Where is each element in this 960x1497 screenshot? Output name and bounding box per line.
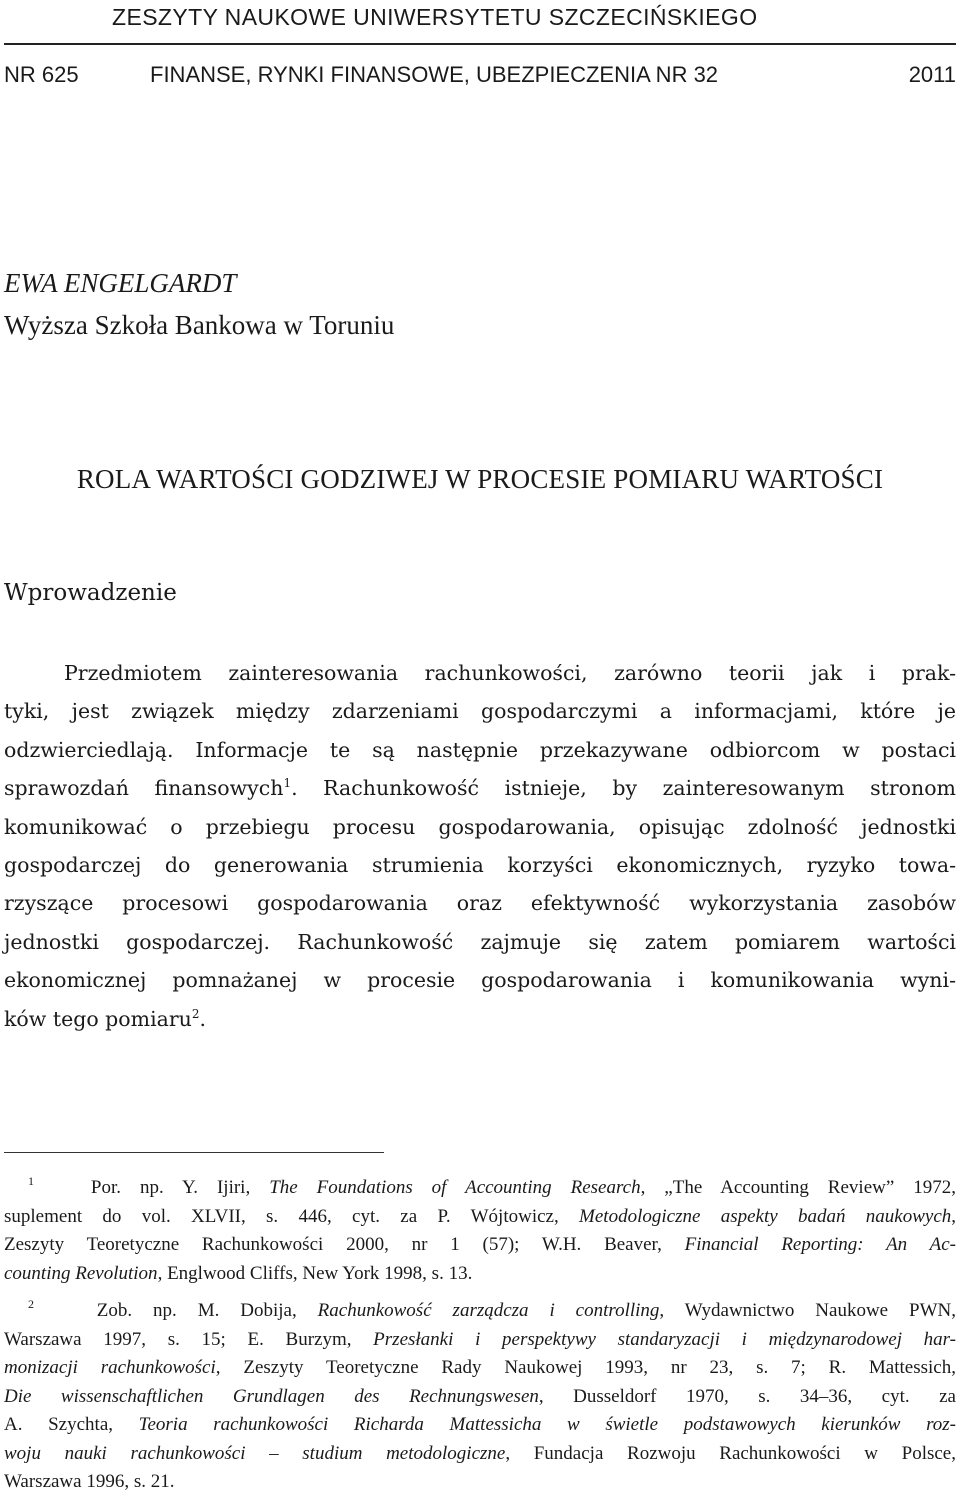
footnote-1	[4, 1174, 956, 1288]
footnote-text: ,	[951, 1205, 956, 1227]
body-text: sprawozdań finansowych	[4, 776, 284, 801]
section-heading: Wprowadzenie	[4, 580, 177, 606]
footnote-title: Metodologiczne aspekty badań naukowych	[579, 1205, 952, 1227]
body-line: jednostki gospodarczej. Rachunkowość zajmuje się zatem pomiarem wartości	[4, 929, 956, 954]
footnote-title: Przesłanki i perspektywy standaryzacji i międzynarodowej har-	[373, 1328, 957, 1350]
footnote-line	[4, 1297, 956, 1326]
footnote-line	[4, 1203, 956, 1232]
footnote-title: The Foundations of Accounting Research	[269, 1177, 641, 1198]
body-line: komunikować o przebiegu procesu gospodarowania, opisując zdolność jednostki	[4, 814, 956, 839]
footnote-text: Por. np. Y. Ijiri,	[90, 1177, 270, 1198]
body-line	[4, 1000, 956, 1038]
footnote-line	[4, 1326, 956, 1355]
footnote-line	[4, 1468, 956, 1497]
footnote-text: Warszawa 1996, s. 21.	[4, 1471, 175, 1492]
body-line: Przedmiotem zainteresowania rachunkowości, zarówno teorii jak i prak-	[64, 661, 956, 685]
footnote-rule	[4, 1152, 384, 1153]
body-text: .	[199, 1006, 207, 1031]
footnote-ref-1[interactable]: 1	[283, 776, 292, 791]
footnote-line	[4, 1411, 956, 1440]
footnote-text: , Fundacja Rozwoju Rachunkowości w Polsce,	[505, 1442, 956, 1464]
footnote-number: 1	[28, 1174, 34, 1188]
footnote-text: , „The Accounting Review” 1972,	[640, 1177, 956, 1198]
footnote-title: Financial Reporting: An Ac-	[684, 1234, 956, 1255]
issue-year: 2011	[908, 62, 956, 87]
body-line: rzyszące procesowi gospodarowania oraz efektywność wykorzystania zasobów	[4, 891, 956, 916]
footnote-number: 2	[28, 1297, 34, 1311]
footnote-text: Zob. np. M. Dobija,	[96, 1300, 318, 1321]
footnote-title: counting Revolution	[4, 1262, 158, 1284]
footnote-ref-2[interactable]: 2	[191, 1006, 200, 1021]
footnote-line	[4, 1174, 956, 1203]
footnote-text: A. Szychta,	[4, 1414, 139, 1435]
body-line: ekonomicznej pomnażanej w procesie gospodarowania i komunikowania wyni-	[4, 968, 956, 993]
footnote-text: , Dusseldorf 1970, s. 34–36, cyt. za	[538, 1385, 956, 1407]
header-rule	[4, 43, 956, 45]
body-text: . Rachunkowość istnieje, by zainteresowanym stronom	[291, 776, 956, 801]
footnote-text: Warszawa 1997, s. 15; E. Burzym,	[4, 1328, 374, 1350]
body-line: gospodarczej do generowania strumienia korzyści ekonomicznych, ryzyko towa-	[4, 853, 956, 878]
footnote-text: Zeszyty Teoretyczne Rachunkowości 2000, nr 1 (57); W.H. Beaver,	[4, 1234, 685, 1255]
footnote-text: , Wydawnictwo Naukowe PWN,	[659, 1300, 957, 1321]
footnote-text: , Englwood Cliffs, New York 1998, s. 13.	[157, 1262, 473, 1284]
author-name: EWA ENGELGARDT	[4, 268, 237, 298]
footnote-line	[4, 1260, 956, 1289]
body-text: ków tego pomiaru	[4, 1006, 192, 1031]
journal-name: ZESZYTY NAUKOWE UNIWERSYTETU SZCZECIŃSKIEGO	[112, 4, 758, 30]
issue-number: NR 625	[4, 62, 79, 87]
document-page	[4, 0, 956, 1494]
body-line: odzwierciedlają. Informacje te są następnie przekazywane odbiorcom w postaci	[4, 737, 956, 762]
footnote-line	[4, 1383, 956, 1412]
article-title: ROLA WARTOŚCI GODZIWEJ W PROCESIE POMIARU WARTOŚCI	[76, 464, 884, 494]
footnote-2	[4, 1297, 956, 1497]
footnote-text: , Zeszyty Teoretyczne Rady Naukowej 1993, nr 23, s. 7; R. Mattessich,	[215, 1357, 956, 1378]
issue-line	[4, 62, 956, 92]
footnote-title: Teoria rachunkowości Richarda Mattessicha w świetle podstawowych kierunków roz-	[138, 1414, 956, 1435]
series-name: FINANSE, RYNKI FINANSOWE, UBEZPIECZENIA NR 32	[150, 62, 719, 87]
footnote-title: monizacji rachunkowości	[4, 1357, 216, 1378]
footnote-title: woju nauki rachunkowości – studium metodologiczne	[4, 1442, 506, 1464]
footnotes	[4, 1174, 956, 1497]
footnote-title: Rachunkowość zarządcza i controlling	[317, 1300, 660, 1321]
body-line	[4, 769, 956, 807]
footnote-line	[4, 1354, 956, 1383]
footnote-title: Die wissenschaftlichen Grundlagen des Rechnungswesen	[4, 1385, 539, 1407]
body-paragraph	[4, 654, 956, 1038]
footnote-text: suplement do vol. XLVII, s. 446, cyt. za P. Wójtowicz,	[4, 1205, 580, 1227]
author-affiliation: Wyższa Szkoła Bankowa w Toruniu	[4, 310, 395, 340]
body-line: tyki, jest związek między zdarzeniami gospodarczymi a informacjami, które je	[4, 699, 956, 724]
footnote-line	[4, 1231, 956, 1260]
footnote-line	[4, 1440, 956, 1469]
